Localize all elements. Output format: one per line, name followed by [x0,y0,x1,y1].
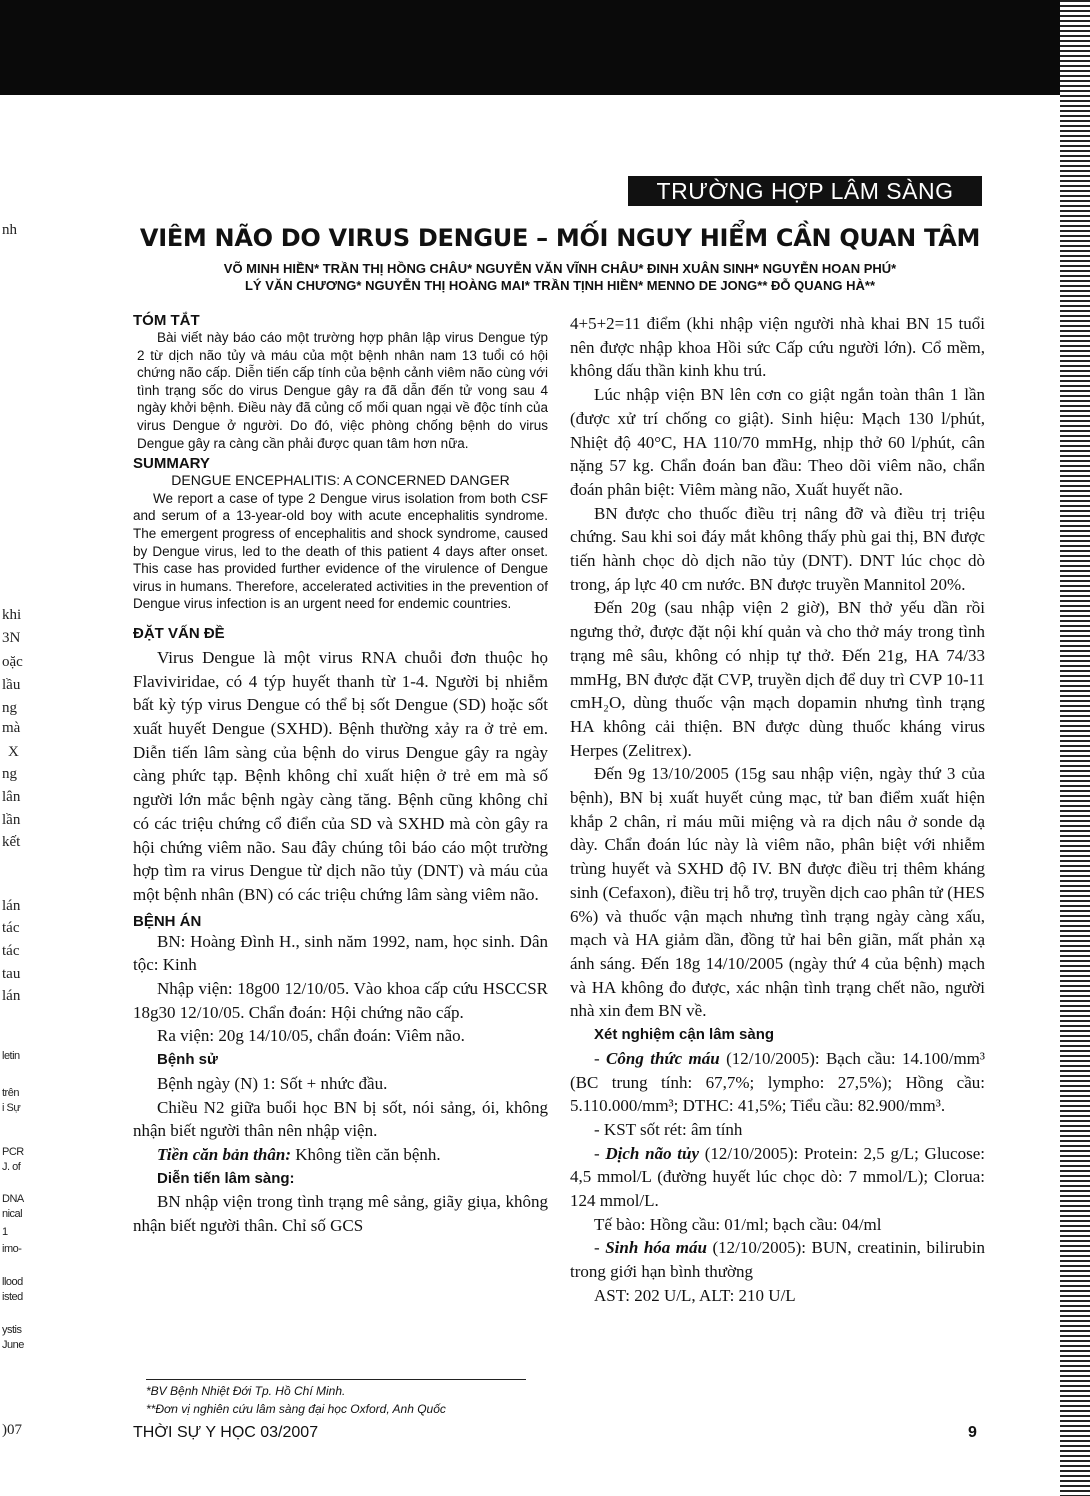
body-paragraph: BN được cho thuốc điều trị nâng đỡ và điều trị triệu chứng. Sau khi soi đáy mắt không thấy phù gai thị, BN được tiến hành chọc dò dịch não tủy (DNT). DNT lúc chọc dò trong, áp lực 40 cm nước. BN được truyền Mannitol 20%. [570,503,985,594]
margin-fragment: trên [2,1087,19,1099]
abstract-vi-text: Bài viết này báo cáo một trường hợp phân lập virus Dengue týp 2 từ dịch não tủy và máu của một bệnh nhân nam 13 tuổi có hội chứng não cấp. Diễn tiến cấp tính của bệnh cảnh viêm não cùng với tình trạng sốc do virus Dengue gây ra đã dẫn đến tử vong sau 4 ngày khởi bệnh. Điều này đã củng cố mối quan ngại về độc tính của virus Dengue ở người. Do đó, việc phòng chống bệnh do virus Dengue gây ra càng cần phải được quan tâm hơn nữa. [137,330,548,451]
case-heading: BỆNH ÁN [133,912,202,930]
margin-fragment: ng [2,766,17,782]
author-line: LÝ VĂN CHƯƠNG* NGUYỄN THỊ HOÀNG MAI* TRẦN TỊNH HIỀN* MENNO DE JONG** ĐỖ QUANG HÀ** [244,278,876,293]
lab-label: Sinh hóa máu [605,1238,707,1258]
margin-fragment: lần [2,812,21,828]
past-history-text: Không tiền căn bệnh. [290,1144,441,1164]
margin-fragment: mà [2,720,21,736]
lab-paragraph: - KST sốt rét: âm tính [594,1119,743,1139]
margin-fragment: lán [2,898,21,914]
intro-text: Virus Dengue là một virus RNA chuỗi đơn thuộc họ Flaviviridae, có 4 týp huyết thanh từ 1-4. Người bị nhiễm bất kỳ týp virus Dengue có thể bị sốt Dengue (SD) hoặc sốt xuất huyết Dengue (SXHD). Bệnh thường xảy ra ở trẻ em. Diễn tiến lâm sàng của bệnh do virus Dengue gây ra ngày càng phức tạp. Bệnh không chỉ xuất hiện ở trẻ em mà số người lớn mắc bệnh ngày càng tăng. Bệnh cũng không chỉ có các triệu chứng cổ điển của SD và SXHD mà còn gây ra hội chứng viêm não. Sau đây chúng tôi báo cáo một trường hợp tìm ra virus Dengue từ dịch não tủy (DNT) và máu của một bệnh nhân (BN) có các triệu chứng lâm sàng viêm não. [133,647,548,904]
right-column [570,312,985,1308]
summary-title: DENGUE ENCEPHALITIS: A CONCERNED DANGER [171,472,510,489]
body-paragraph: Đến 9g 13/10/2005 (15g sau nhập viện, ngày thứ 3 của bệnh), BN bị xuất huyết củng mạc, tử ban điểm xuất hiện khắp 2 chân, rỉ máu mũi miệng và ra dịch nâu ở sonde dạ dày. Chẩn đoán lúc này là viêm não, phân biệt với nhiễm trùng huyết và SXHD độ IV. BN được điều trị thêm kháng sinh (Cefaxon), điều trị hỗ trợ, truyền dịch cao phân tử (HES 6%) và thuốc vận mạch nhưng tình trạng ngày càng xấu, mạch và HA giảm dần, đồng tử hai bên giãn, mất phản xạ ánh sáng. Đến 18g 14/10/2005 (ngày thứ 4 của bệnh) mạch và HA không đo được, xác nhận tình trạng chết não, người nhà xin đem BN về. [570,764,985,1021]
lab-paragraph: Tế bào: Hồng cầu: 01/ml; bạch cầu: 04/ml [594,1214,882,1234]
author-line: VÕ MINH HIỀN* TRẦN THỊ HỒNG CHÂU* NGUYỄN VĂN VĨNH CHÂU* ĐINH XUÂN SINH* NGUYỄN HOAN PHÚ* [223,261,897,276]
lab-paragraph: AST: 202 U/L, ALT: 210 U/L [594,1285,796,1305]
course-paragraph: BN nhập viện trong tình trạng mê sảng, giãy giụa, không nhận biết người thân. Chỉ số GCS [133,1192,548,1236]
journal-footer: THỜI SỰ Y HỌC 03/2007 [133,1424,319,1441]
past-history-paragraph [133,1143,548,1167]
margin-fragment: X [8,744,19,760]
margin-fragment: PCR [2,1146,24,1158]
margin-fragment: lầu [2,677,21,693]
lab-text: (12/10/2005): Protein: 2,5 g/L; Glucose: 4,5 mmol/L (đường huyết lúc chọc dò: 7 mmol/L); Clorua: 124 mmol/L. [570,1143,985,1211]
margin-fragment: 1 [2,1226,8,1238]
header-black-bar [0,0,1060,95]
margin-fragment: oặc [2,654,23,670]
course-heading: Diễn tiến lâm sàng: [157,1169,295,1187]
margin-fragment: )07 [2,1422,22,1438]
margin-fragment: ystis [2,1324,22,1336]
lab-paragraph: - Sinh hóa máu (12/10/2005): BUN, creatinin, bilirubin trong giới hạn bình thường [570,1238,985,1282]
margin-fragment: i Sự [2,1102,21,1114]
case-paragraph: BN: Hoàng Đình H., sinh năm 1992, nam, học sinh. Dân tộc: Kinh [133,931,548,975]
lab-text: (12/10/2005): BUN, creatinin, bilirubin trong giới hạn bình thường [570,1238,985,1282]
margin-fragment: tác [2,943,20,959]
article-title: VIÊM NÃO DO VIRUS DENGUE – MỐI NGUY HIỂM CẦN QUAN TÂM [139,224,981,252]
left-column [133,312,548,1238]
margin-fragment: kết [2,834,21,850]
adjacent-page-margin [0,0,62,1496]
case-body [133,930,548,1238]
abstract-vi [137,329,548,452]
abstract-vi-heading: TÓM TẮT [133,312,200,329]
margin-fragment: isted [2,1291,23,1303]
past-history-label: Tiền căn bản thân: [157,1144,291,1164]
page-number: 9 [968,1424,977,1441]
binding-edge-strip [1060,0,1090,1496]
case-paragraph: Nhập viện: 18g00 12/10/05. Vào khoa cấp cứu HSCCSR 18g30 12/10/05. Chẩn đoán: Hội chứng não cấp. [133,979,548,1022]
margin-fragment: 3N [2,630,21,646]
margin-fragment: June [2,1339,24,1351]
margin-fragment: imo- [2,1243,22,1255]
lab-label: Công thức máu [606,1048,720,1068]
intro-heading: ĐẶT VẤN ĐỀ [133,624,225,642]
margin-fragment: lân [2,789,21,805]
body-paragraph: Đến 20g (sau nhập viện 2 giờ), BN thở yếu dần rồi ngưng thở, được đặt nội khí quản và cho thở máy trong tình trạng mê sâu, không có nhịp tự thở. Đến 21g, HA 74/33 mmHg, BN được đặt CVP, truyền dịch để duy trì CVP 10-11 cmH₂O, dùng thuốc vận mạch dopamin nhưng tình trạng HA không cải thiện. BN được dùng thuốc kháng virus Herpes (Zelitrex). [570,598,985,760]
margin-fragment: nical [2,1208,23,1220]
margin-fragment: J. of [2,1161,21,1173]
footnote: *BV Bệnh Nhiệt Đới Tp. Hồ Chí Minh. [146,1384,346,1398]
body-paragraph: 4+5+2=11 điểm (khi nhập viện người nhà khai BN 15 tuổi nên được nhập khoa Hồi sức Cấp cứu người lớn). Cổ mềm, không dấu thần kinh khu trú. [570,314,985,381]
case-paragraph: Ra viện: 20g 14/10/05, chẩn đoán: Viêm não. [157,1026,465,1046]
history-heading: Bệnh sử [157,1051,218,1069]
lab-label: Dịch não tủy [605,1143,700,1163]
margin-fragment: tau [2,966,21,982]
author-list [120,260,1000,294]
margin-fragment: lán [2,988,21,1004]
intro-body [133,646,548,907]
margin-fragment: tác [2,920,20,936]
margin-fragment: DNA [2,1193,24,1205]
lab-text: (12/10/2005): Bạch cầu: 14.100/mm³ (BC trung tính: 67,7%; lympho: 27,5%); Hồng cầu: 5.110.000/mm³; DTHC: 41,5%; Tiểu cầu: 82.900/mm³. [570,1048,985,1116]
history-paragraph: Bệnh ngày (N) 1: Sốt + nhức đầu. [157,1073,388,1093]
summary-text: We report a case of type 2 Dengue virus isolation from both CSF and serum of a 13-year-old boy with acute encephalitis syndrome. The emergent progress of encephalitis and shock syndrome, caused by Dengue virus, led to the death of this patient 4 days after onset. This case has provided further evidence of the virulence of Dengue virus in humans. Therefore, accelerated activities in the prevention of Dengue virus infection is an urgent need for endemic countries. [133,490,548,612]
footnote: **Đơn vị nghiên cứu lâm sàng đại học Oxford, Anh Quốc [146,1402,446,1416]
margin-fragment: letin [2,1050,20,1062]
margin-fragment: khi [2,607,22,623]
section-tag: TRƯỜNG HỢP LÂM SÀNG [628,176,982,206]
body-paragraph: Lúc nhập viện BN lên cơn co giật ngắn toàn thân 1 lần (được xử trí chống co giật). Sinh hiệu: Mạch 130 l/phút, Nhiệt độ 40°C, HA 110/70 mmHg, nhịp thở 60 l/phút, cân nặng 57 kg. Chẩn đoán ban đầu: Theo dõi viêm não, chẩn đoán phân biệt: Viêm màng não, Xuất huyết não. [570,385,985,499]
lab-paragraph: - Công thức máu (12/10/2005): Bạch cầu: 14.100/mm³ (BC trung tính: 67,7%; lympho: 27,5%); Hồng cầu: 5.110.000/mm³; DTHC: 41,5%; Tiểu cầu: 82.900/mm³. [570,1048,985,1116]
summary-heading: SUMMARY [133,455,210,473]
margin-fragment: nh [2,222,17,238]
history-paragraph: Chiều N2 giữa buổi học BN bị sốt, nói sảng, ói, không nhận biết người thân nên nhập viện. [133,1097,548,1141]
margin-fragment: ng [2,700,17,716]
margin-fragment: llood [2,1276,23,1288]
lab-heading: Xét nghiệm cận lâm sàng [594,1026,775,1044]
abstract-en [133,472,548,613]
footnote-divider [146,1379,526,1380]
lab-paragraph: - Dịch não tủy (12/10/2005): Protein: 2,5 g/L; Glucose: 4,5 mmol/L (đường huyết lúc chọc dò: 7 mmol/L); Clorua: 124 mmol/L. [570,1143,985,1211]
